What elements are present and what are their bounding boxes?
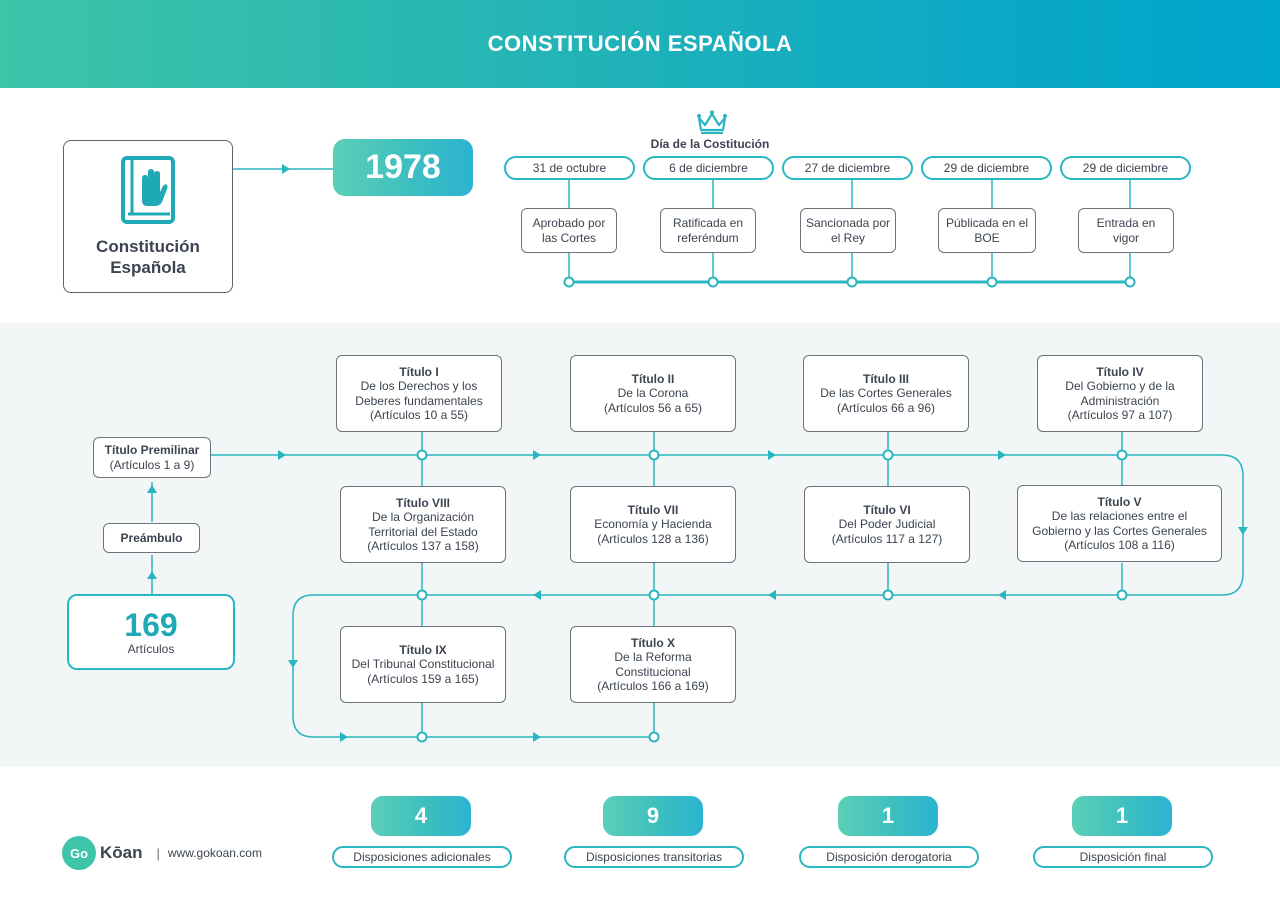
titulo-box [1017, 485, 1222, 562]
logo-separator: | [156, 845, 160, 861]
titulo-description: Gobierno y las Cortes Generales [1032, 523, 1207, 538]
titulo-box [336, 355, 502, 432]
titulo-box [804, 486, 970, 563]
timeline-event [1078, 208, 1174, 253]
preambulo-label: Preámbulo [120, 530, 183, 545]
titulo-name: Título III [863, 371, 909, 386]
titulo-box [340, 626, 506, 703]
titulo-description: Constitucional [615, 664, 691, 679]
titulo-name: Título Premilinar [104, 443, 200, 457]
titulo-name: Título IV [1096, 364, 1144, 379]
titulo-name: Título VI [863, 502, 911, 517]
timeline-date: 6 de diciembre [643, 156, 774, 180]
page-title: CONSTITUCIÓN ESPAÑOLA [487, 31, 793, 56]
titulo-box [1037, 355, 1203, 432]
preambulo-up-arrow [147, 485, 157, 493]
articles-label: Artículos [127, 642, 175, 656]
titulo-range: (Artículos 128 a 136) [597, 531, 709, 546]
timeline-date: 29 de diciembre [921, 156, 1052, 180]
titulo-description: Economía y Hacienda [594, 517, 712, 532]
event-line: vigor [1112, 230, 1139, 245]
preambulo-box [103, 523, 200, 553]
timeline-date: 27 de diciembre [782, 156, 913, 180]
titulo-box [570, 486, 736, 563]
titulo-description: De las Cortes Generales [820, 386, 952, 401]
card-to-year-arrow [282, 164, 290, 174]
articles-count: 169 [124, 607, 178, 643]
disposiciones-adicionales-count: 4 [371, 796, 471, 836]
event-line: el Rey [830, 230, 865, 245]
website-link[interactable]: www.gokoan.com [167, 846, 262, 860]
count-up-arrow [147, 571, 157, 579]
titulo-name: Título VIII [396, 495, 450, 510]
timeline-event [800, 208, 896, 253]
titulo-description: Administración [1080, 393, 1160, 408]
event-line: referéndum [677, 230, 739, 245]
titulo-range: (Artículos 10 a 55) [369, 408, 469, 422]
titulo-name: Título VII [627, 502, 679, 517]
disposicion-derogatoria-count: 1 [838, 796, 938, 836]
dia-constitucion-label: Día de la Costitución [650, 137, 770, 151]
titulo-preliminar-box [93, 437, 211, 478]
titulo-box [570, 626, 736, 703]
titulo-range: (Artículos 117 a 127) [831, 531, 943, 546]
titulo-name: Título I [399, 364, 439, 379]
titulo-description: De la Organización [371, 510, 475, 524]
titulo-range: (Artículos 1 a 9) [109, 457, 195, 472]
constitution-card [63, 140, 233, 293]
event-line: Ratificada en [672, 215, 744, 230]
timeline-event [938, 208, 1036, 253]
disposiciones-transitorias-label: Disposiciones transitorias [564, 846, 744, 868]
constitution-label-line1: Constitución [96, 236, 200, 256]
titulo-description: Territorial del Estado [368, 524, 478, 539]
disposiciones-adicionales-label: Disposiciones adicionales [332, 846, 512, 868]
titulo-box [803, 355, 969, 432]
titulo-range: (Artículos 97 a 107) [1067, 408, 1173, 422]
titulo-range: (Artículos 137 a 158) [367, 539, 479, 553]
logo-text: Kōan [100, 843, 143, 862]
titulo-range: (Artículos 66 a 96) [836, 400, 936, 415]
timeline-date: 31 de octubre [504, 156, 635, 180]
logo-mark: Go [62, 836, 96, 870]
titulo-box [570, 355, 736, 432]
titulo-description: Del Gobierno y de la [1065, 379, 1175, 393]
titulo-name: Título V [1097, 494, 1142, 509]
articles-count-card [67, 594, 235, 670]
year-badge: 1978 [333, 139, 473, 196]
titulo-description: Del Poder Judicial [838, 517, 936, 532]
titulo-name: Título II [631, 371, 675, 386]
titulo-range: (Artículos 166 a 169) [597, 679, 709, 693]
event-line: BOE [974, 230, 1000, 245]
titulo-name: Título X [631, 635, 675, 650]
book-hand-icon [120, 156, 176, 226]
titulo-range: (Artículos 56 a 65) [603, 400, 703, 415]
event-line: Sancionada por [805, 215, 891, 230]
timeline-date: 29 de diciembre [1060, 156, 1191, 180]
disposiciones-transitorias-count: 9 [603, 796, 703, 836]
crown-icon [696, 110, 728, 134]
event-line: Aprobado por [532, 215, 606, 230]
titulo-description: De la Corona [617, 386, 689, 401]
constitution-label-line2: Española [110, 257, 186, 277]
titulo-description: De los Derechos y los [360, 379, 478, 393]
titulo-range: (Artículos 159 a 165) [367, 671, 479, 686]
titulo-name: Título IX [399, 642, 447, 657]
disposicion-derogatoria-label: Disposición derogatoria [799, 846, 979, 868]
titulo-range: (Artículos 108 a 116) [1064, 538, 1175, 552]
disposicion-final-label: Disposición final [1033, 846, 1213, 868]
titulo-description: Deberes fundamentales [355, 393, 483, 408]
event-line: Entrada en [1096, 215, 1156, 230]
gokoan-logo[interactable] [62, 836, 262, 870]
event-line: Públicada en el [945, 215, 1029, 230]
timeline-event [660, 208, 756, 253]
event-line: las Cortes [541, 230, 596, 245]
disposicion-final-count: 1 [1072, 796, 1172, 836]
titulo-box [340, 486, 506, 563]
titulo-description: De las relaciones entre el [1051, 509, 1188, 523]
titulo-drop-lines [422, 432, 1122, 737]
titulo-description: Del Tribunal Constitucional [351, 657, 495, 672]
titulo-description: De la Reforma [614, 650, 692, 664]
timeline-event [521, 208, 617, 253]
